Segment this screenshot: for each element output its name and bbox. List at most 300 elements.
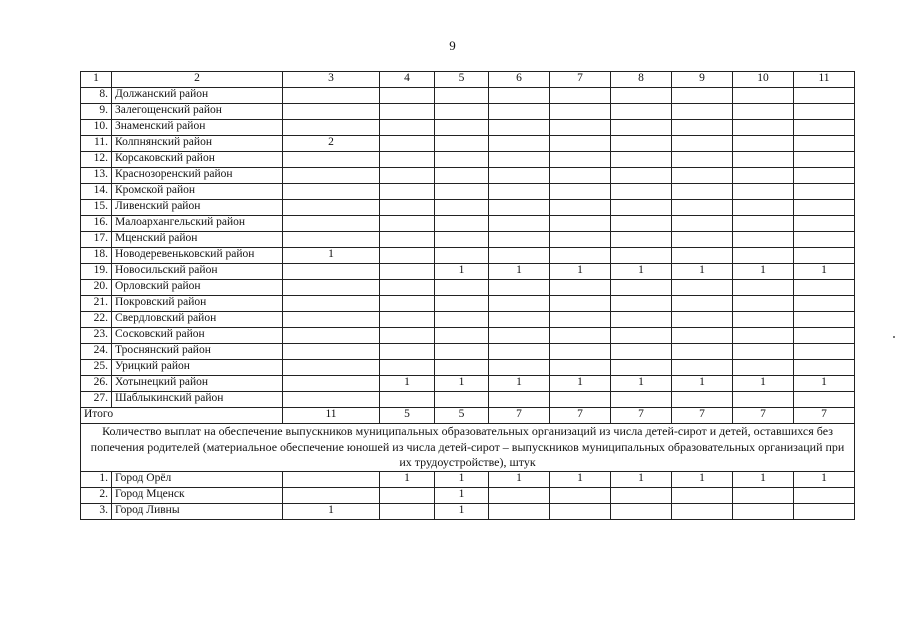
value-cell (283, 104, 380, 120)
value-cell (489, 392, 550, 408)
city-row (81, 487, 855, 503)
total-value-cell: 7 (550, 408, 611, 424)
value-cell: 1 (489, 264, 550, 280)
value-cell (733, 487, 794, 503)
value-cell (733, 104, 794, 120)
row-number: 8. (81, 88, 112, 104)
value-cell (283, 296, 380, 312)
value-cell (380, 360, 435, 376)
value-cell (733, 312, 794, 328)
value-cell: 1 (794, 376, 855, 392)
value-cell (794, 248, 855, 264)
value-cell (283, 264, 380, 280)
value-cell (733, 328, 794, 344)
row-name: Орловский район (112, 280, 283, 296)
value-cell (489, 216, 550, 232)
value-cell (380, 152, 435, 168)
row-name: Город Мценск (112, 487, 283, 503)
section-title: Количество выплат на обеспечение выпускников муниципальных образовательных организаций из числа детей-сирот и детей, оставшихся без попечения родителей (материальное обеспечение юношей из числа детей-сирот – выпускников муниципальных образовательных организаций при их трудоустройстве), штук (81, 424, 855, 472)
value-cell (611, 168, 672, 184)
value-cell: 1 (672, 264, 733, 280)
value-cell (794, 136, 855, 152)
value-cell (550, 392, 611, 408)
row-number: 16. (81, 216, 112, 232)
value-cell (672, 360, 733, 376)
value-cell (380, 264, 435, 280)
value-cell (283, 312, 380, 328)
value-cell (489, 344, 550, 360)
value-cell (733, 392, 794, 408)
value-cell (733, 503, 794, 519)
column-header: 1 (81, 72, 112, 88)
district-row (81, 392, 855, 408)
value-cell (489, 328, 550, 344)
value-cell (435, 168, 489, 184)
value-cell (550, 503, 611, 519)
column-header: 10 (733, 72, 794, 88)
value-cell (611, 280, 672, 296)
value-cell: 1 (283, 503, 380, 519)
value-cell (794, 120, 855, 136)
value-cell: 1 (550, 376, 611, 392)
value-cell: 2 (283, 136, 380, 152)
value-cell (489, 503, 550, 519)
value-cell (283, 328, 380, 344)
value-cell (733, 152, 794, 168)
district-row (81, 120, 855, 136)
value-cell (672, 88, 733, 104)
value-cell (489, 296, 550, 312)
data-table (80, 71, 855, 520)
row-number: 22. (81, 312, 112, 328)
value-cell (794, 312, 855, 328)
row-name: Троснянский район (112, 344, 283, 360)
value-cell (550, 487, 611, 503)
value-cell (380, 296, 435, 312)
value-cell (611, 312, 672, 328)
value-cell: 1 (380, 471, 435, 487)
value-cell (733, 88, 794, 104)
total-value-cell: 7 (733, 408, 794, 424)
value-cell: 1 (435, 503, 489, 519)
value-cell (435, 216, 489, 232)
value-cell (733, 216, 794, 232)
value-cell (611, 216, 672, 232)
value-cell: 1 (794, 264, 855, 280)
value-cell (489, 136, 550, 152)
district-row (81, 296, 855, 312)
row-name: Город Орёл (112, 471, 283, 487)
value-cell (611, 360, 672, 376)
district-row (81, 168, 855, 184)
value-cell (672, 216, 733, 232)
column-header: 2 (112, 72, 283, 88)
value-cell (380, 312, 435, 328)
value-cell (794, 200, 855, 216)
value-cell (733, 120, 794, 136)
value-cell (435, 248, 489, 264)
row-number: 2. (81, 487, 112, 503)
value-cell (435, 184, 489, 200)
value-cell (611, 503, 672, 519)
value-cell (733, 360, 794, 376)
row-number: 11. (81, 136, 112, 152)
value-cell (550, 200, 611, 216)
district-row (81, 232, 855, 248)
value-cell: 1 (435, 264, 489, 280)
value-cell (550, 296, 611, 312)
value-cell (672, 280, 733, 296)
row-number: 20. (81, 280, 112, 296)
value-cell (611, 88, 672, 104)
page-edge-mark (893, 336, 895, 338)
value-cell (611, 232, 672, 248)
value-cell (733, 296, 794, 312)
column-header: 5 (435, 72, 489, 88)
value-cell (283, 232, 380, 248)
value-cell (489, 168, 550, 184)
district-row (81, 104, 855, 120)
value-cell (733, 168, 794, 184)
value-cell (550, 216, 611, 232)
value-cell (611, 120, 672, 136)
city-row (81, 471, 855, 487)
value-cell (794, 184, 855, 200)
district-row (81, 200, 855, 216)
value-cell (611, 152, 672, 168)
value-cell (380, 120, 435, 136)
value-cell (489, 152, 550, 168)
value-cell (435, 280, 489, 296)
total-value-cell: 11 (283, 408, 380, 424)
value-cell (380, 200, 435, 216)
column-header: 3 (283, 72, 380, 88)
value-cell (733, 184, 794, 200)
value-cell (435, 360, 489, 376)
value-cell (380, 184, 435, 200)
value-cell (550, 280, 611, 296)
value-cell (611, 248, 672, 264)
value-cell (435, 328, 489, 344)
district-row (81, 376, 855, 392)
value-cell (380, 487, 435, 503)
value-cell (380, 104, 435, 120)
value-cell (283, 120, 380, 136)
row-number: 15. (81, 200, 112, 216)
value-cell (550, 184, 611, 200)
value-cell (550, 136, 611, 152)
value-cell (550, 328, 611, 344)
row-number: 17. (81, 232, 112, 248)
value-cell: 1 (283, 248, 380, 264)
value-cell: 1 (435, 471, 489, 487)
district-row (81, 344, 855, 360)
row-name: Урицкий район (112, 360, 283, 376)
total-value-cell: 5 (380, 408, 435, 424)
value-cell (283, 200, 380, 216)
value-cell (435, 88, 489, 104)
value-cell (380, 503, 435, 519)
value-cell (672, 104, 733, 120)
value-cell (611, 104, 672, 120)
row-name: Корсаковский район (112, 152, 283, 168)
row-number: 19. (81, 264, 112, 280)
value-cell (672, 392, 733, 408)
table-body (81, 72, 855, 520)
row-name: Покровский район (112, 296, 283, 312)
value-cell (611, 344, 672, 360)
total-value-cell: 7 (672, 408, 733, 424)
row-number: 21. (81, 296, 112, 312)
row-name: Шаблыкинский район (112, 392, 283, 408)
row-number: 14. (81, 184, 112, 200)
district-row (81, 248, 855, 264)
value-cell (489, 200, 550, 216)
value-cell: 1 (550, 264, 611, 280)
row-number: 25. (81, 360, 112, 376)
value-cell (283, 360, 380, 376)
value-cell: 1 (611, 471, 672, 487)
value-cell (794, 104, 855, 120)
district-row (81, 88, 855, 104)
value-cell (672, 344, 733, 360)
row-number: 27. (81, 392, 112, 408)
value-cell (733, 232, 794, 248)
value-cell (380, 328, 435, 344)
value-cell: 1 (489, 376, 550, 392)
value-cell: 1 (733, 471, 794, 487)
row-number: 26. (81, 376, 112, 392)
row-name: Колпнянский район (112, 136, 283, 152)
total-value-cell: 7 (489, 408, 550, 424)
value-cell (380, 280, 435, 296)
value-cell (489, 248, 550, 264)
value-cell (283, 487, 380, 503)
district-row (81, 136, 855, 152)
value-cell (733, 248, 794, 264)
value-cell (794, 168, 855, 184)
total-value-cell: 7 (794, 408, 855, 424)
value-cell (489, 104, 550, 120)
value-cell (672, 232, 733, 248)
column-header: 4 (380, 72, 435, 88)
row-name: Залегощенский район (112, 104, 283, 120)
value-cell (794, 280, 855, 296)
value-cell (380, 392, 435, 408)
value-cell (794, 392, 855, 408)
value-cell (794, 296, 855, 312)
value-cell (435, 120, 489, 136)
page-number: 9 (449, 38, 456, 53)
row-name: Ливенский район (112, 200, 283, 216)
district-row (81, 312, 855, 328)
value-cell (435, 152, 489, 168)
value-cell (380, 136, 435, 152)
table-header-row (81, 72, 855, 88)
value-cell: 1 (435, 376, 489, 392)
value-cell (550, 312, 611, 328)
value-cell (435, 136, 489, 152)
district-row (81, 152, 855, 168)
value-cell (489, 184, 550, 200)
city-row (81, 503, 855, 519)
value-cell (489, 487, 550, 503)
value-cell (550, 152, 611, 168)
row-name: Должанский район (112, 88, 283, 104)
column-header: 11 (794, 72, 855, 88)
district-row (81, 184, 855, 200)
value-cell (611, 200, 672, 216)
value-cell (283, 152, 380, 168)
value-cell (435, 392, 489, 408)
column-header: 8 (611, 72, 672, 88)
value-cell (794, 152, 855, 168)
value-cell (611, 296, 672, 312)
value-cell (380, 344, 435, 360)
value-cell (283, 392, 380, 408)
value-cell (435, 344, 489, 360)
value-cell (550, 232, 611, 248)
value-cell (489, 232, 550, 248)
value-cell: 1 (733, 376, 794, 392)
value-cell (672, 296, 733, 312)
value-cell: 1 (611, 376, 672, 392)
value-cell (489, 360, 550, 376)
value-cell (672, 487, 733, 503)
value-cell: 1 (380, 376, 435, 392)
value-cell (672, 503, 733, 519)
value-cell (283, 344, 380, 360)
value-cell (733, 200, 794, 216)
total-row (81, 408, 855, 424)
row-name: Знаменский район (112, 120, 283, 136)
value-cell (794, 232, 855, 248)
row-name: Сосковский район (112, 328, 283, 344)
row-name: Свердловский район (112, 312, 283, 328)
value-cell (794, 360, 855, 376)
row-name: Новодеревеньковский район (112, 248, 283, 264)
value-cell (435, 312, 489, 328)
value-cell (550, 360, 611, 376)
district-row (81, 216, 855, 232)
row-number: 1. (81, 471, 112, 487)
value-cell (435, 296, 489, 312)
column-header: 9 (672, 72, 733, 88)
value-cell (380, 168, 435, 184)
value-cell (283, 88, 380, 104)
value-cell (380, 248, 435, 264)
value-cell (283, 216, 380, 232)
value-cell (611, 136, 672, 152)
row-number: 23. (81, 328, 112, 344)
row-number: 3. (81, 503, 112, 519)
value-cell (733, 344, 794, 360)
row-name: Хотынецкий район (112, 376, 283, 392)
value-cell (611, 184, 672, 200)
row-name: Мценский район (112, 232, 283, 248)
row-number: 9. (81, 104, 112, 120)
row-number: 13. (81, 168, 112, 184)
value-cell (794, 487, 855, 503)
row-number: 10. (81, 120, 112, 136)
total-value-cell: 5 (435, 408, 489, 424)
value-cell: 1 (733, 264, 794, 280)
value-cell (283, 280, 380, 296)
value-cell (611, 328, 672, 344)
row-number: 24. (81, 344, 112, 360)
value-cell (550, 104, 611, 120)
value-cell (550, 88, 611, 104)
value-cell (733, 136, 794, 152)
section-title-row (81, 424, 855, 472)
value-cell (283, 376, 380, 392)
value-cell (672, 136, 733, 152)
column-header: 6 (489, 72, 550, 88)
value-cell (672, 200, 733, 216)
value-cell (380, 232, 435, 248)
value-cell (489, 312, 550, 328)
value-cell (672, 184, 733, 200)
value-cell (672, 328, 733, 344)
value-cell (380, 88, 435, 104)
row-number: 12. (81, 152, 112, 168)
value-cell: 1 (435, 487, 489, 503)
value-cell (435, 104, 489, 120)
district-row (81, 328, 855, 344)
value-cell (489, 88, 550, 104)
value-cell (380, 216, 435, 232)
value-cell: 1 (672, 471, 733, 487)
value-cell (611, 392, 672, 408)
value-cell (550, 120, 611, 136)
value-cell: 1 (794, 471, 855, 487)
value-cell: 1 (611, 264, 672, 280)
value-cell (550, 344, 611, 360)
value-cell (489, 280, 550, 296)
row-number: 18. (81, 248, 112, 264)
value-cell (672, 312, 733, 328)
column-header: 7 (550, 72, 611, 88)
district-row (81, 360, 855, 376)
row-name: Краснозоренский район (112, 168, 283, 184)
row-name: Малоархангельский район (112, 216, 283, 232)
row-name: Новосильский район (112, 264, 283, 280)
row-name: Кромской район (112, 184, 283, 200)
value-cell (283, 168, 380, 184)
value-cell: 1 (489, 471, 550, 487)
value-cell (283, 471, 380, 487)
value-cell (435, 200, 489, 216)
district-row (81, 280, 855, 296)
value-cell (550, 248, 611, 264)
district-row (81, 264, 855, 280)
value-cell: 1 (550, 471, 611, 487)
value-cell (794, 503, 855, 519)
value-cell (672, 248, 733, 264)
total-value-cell: 7 (611, 408, 672, 424)
value-cell (794, 328, 855, 344)
value-cell (794, 88, 855, 104)
value-cell (435, 232, 489, 248)
value-cell (489, 120, 550, 136)
value-cell: 1 (672, 376, 733, 392)
value-cell (733, 280, 794, 296)
value-cell (794, 344, 855, 360)
value-cell (611, 487, 672, 503)
value-cell (672, 120, 733, 136)
value-cell (794, 216, 855, 232)
value-cell (283, 184, 380, 200)
